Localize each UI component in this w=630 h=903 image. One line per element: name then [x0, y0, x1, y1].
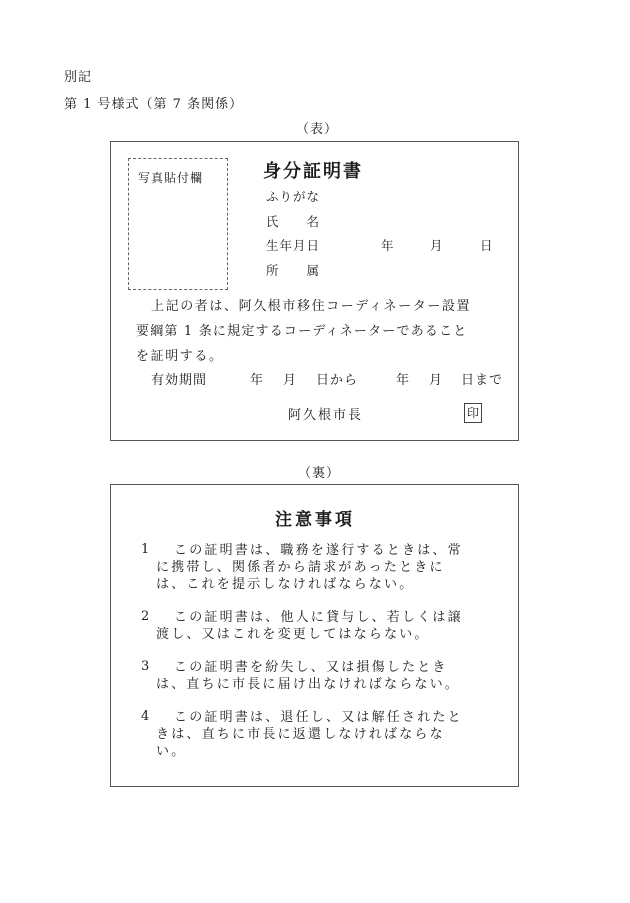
form-number: 第 1 号様式（第 7 条関係）: [64, 97, 244, 112]
notice-item-2-number: 2: [141, 609, 150, 624]
name-label: 氏 名: [266, 214, 321, 229]
validity-to-year: 年: [396, 373, 411, 388]
id-card-back: [110, 484, 519, 787]
notice-item-2-line-2: 渡し、又はこれを変更してはならない。: [156, 627, 430, 642]
birth-month-unit: 月: [430, 238, 444, 253]
notice-item-3-line-2: は、直ちに市長に届け出なければならない。: [156, 677, 461, 692]
front-side-label: （表）: [296, 122, 339, 137]
birthdate-label: 生年月日: [266, 238, 321, 253]
id-card-front: [110, 141, 519, 441]
validity-from-year: 年: [250, 373, 265, 388]
certification-line-3: を証明する。: [136, 349, 224, 364]
notice-item-2-line-1: この証明書は、他人に貸与し、若しくは譲: [174, 610, 463, 625]
notice-item-4-line-3: い。: [156, 744, 187, 759]
birth-year-unit: 年: [381, 238, 395, 253]
notice-item-1-line-1: この証明書は、職務を遂行するときは、常: [174, 543, 463, 558]
mayor-label: 阿久根市長: [288, 408, 364, 423]
notice-item-4-line-2: きは、直ちに市長に返還しなければならな: [156, 727, 445, 742]
validity-to-day: 日まで: [461, 373, 504, 388]
validity-from-day: 日から: [316, 373, 359, 388]
validity-label: 有効期間: [151, 373, 208, 388]
back-side-label: （裏）: [298, 466, 341, 481]
notice-item-3-line-1: この証明書を紛失し、又は損傷したとき: [174, 660, 448, 675]
notice-item-3-number: 3: [141, 659, 150, 674]
birth-day-unit: 日: [480, 238, 494, 253]
notice-title: 注意事項: [275, 510, 355, 530]
certification-line-1: 上記の者は、阿久根市移住コーディネーター設置: [151, 299, 472, 314]
notice-item-1-line-3: は、これを提示しなければならない。: [156, 577, 415, 592]
photo-label: 写真貼付欄: [138, 171, 204, 185]
affiliation-label: 所 属: [266, 263, 321, 278]
validity-to-month: 月: [429, 373, 444, 388]
validity-from-month: 月: [283, 373, 298, 388]
notice-item-4-number: 4: [141, 709, 150, 724]
furigana-label: ふりがな: [266, 189, 321, 204]
certification-line-2: 要綱第 1 条に規定するコーディネーターであること: [136, 324, 468, 339]
photo-placeholder: [128, 158, 228, 290]
card-title: 身分証明書: [263, 161, 363, 182]
notice-item-4-line-1: この証明書は、退任し、又は解任されたと: [174, 710, 463, 725]
official-seal: 印: [464, 403, 482, 423]
notice-item-1-number: 1: [141, 542, 150, 557]
appendix-label: 別記: [64, 70, 93, 85]
notice-item-1-line-2: に携帯し、関係者から請求があったときに: [156, 560, 445, 575]
